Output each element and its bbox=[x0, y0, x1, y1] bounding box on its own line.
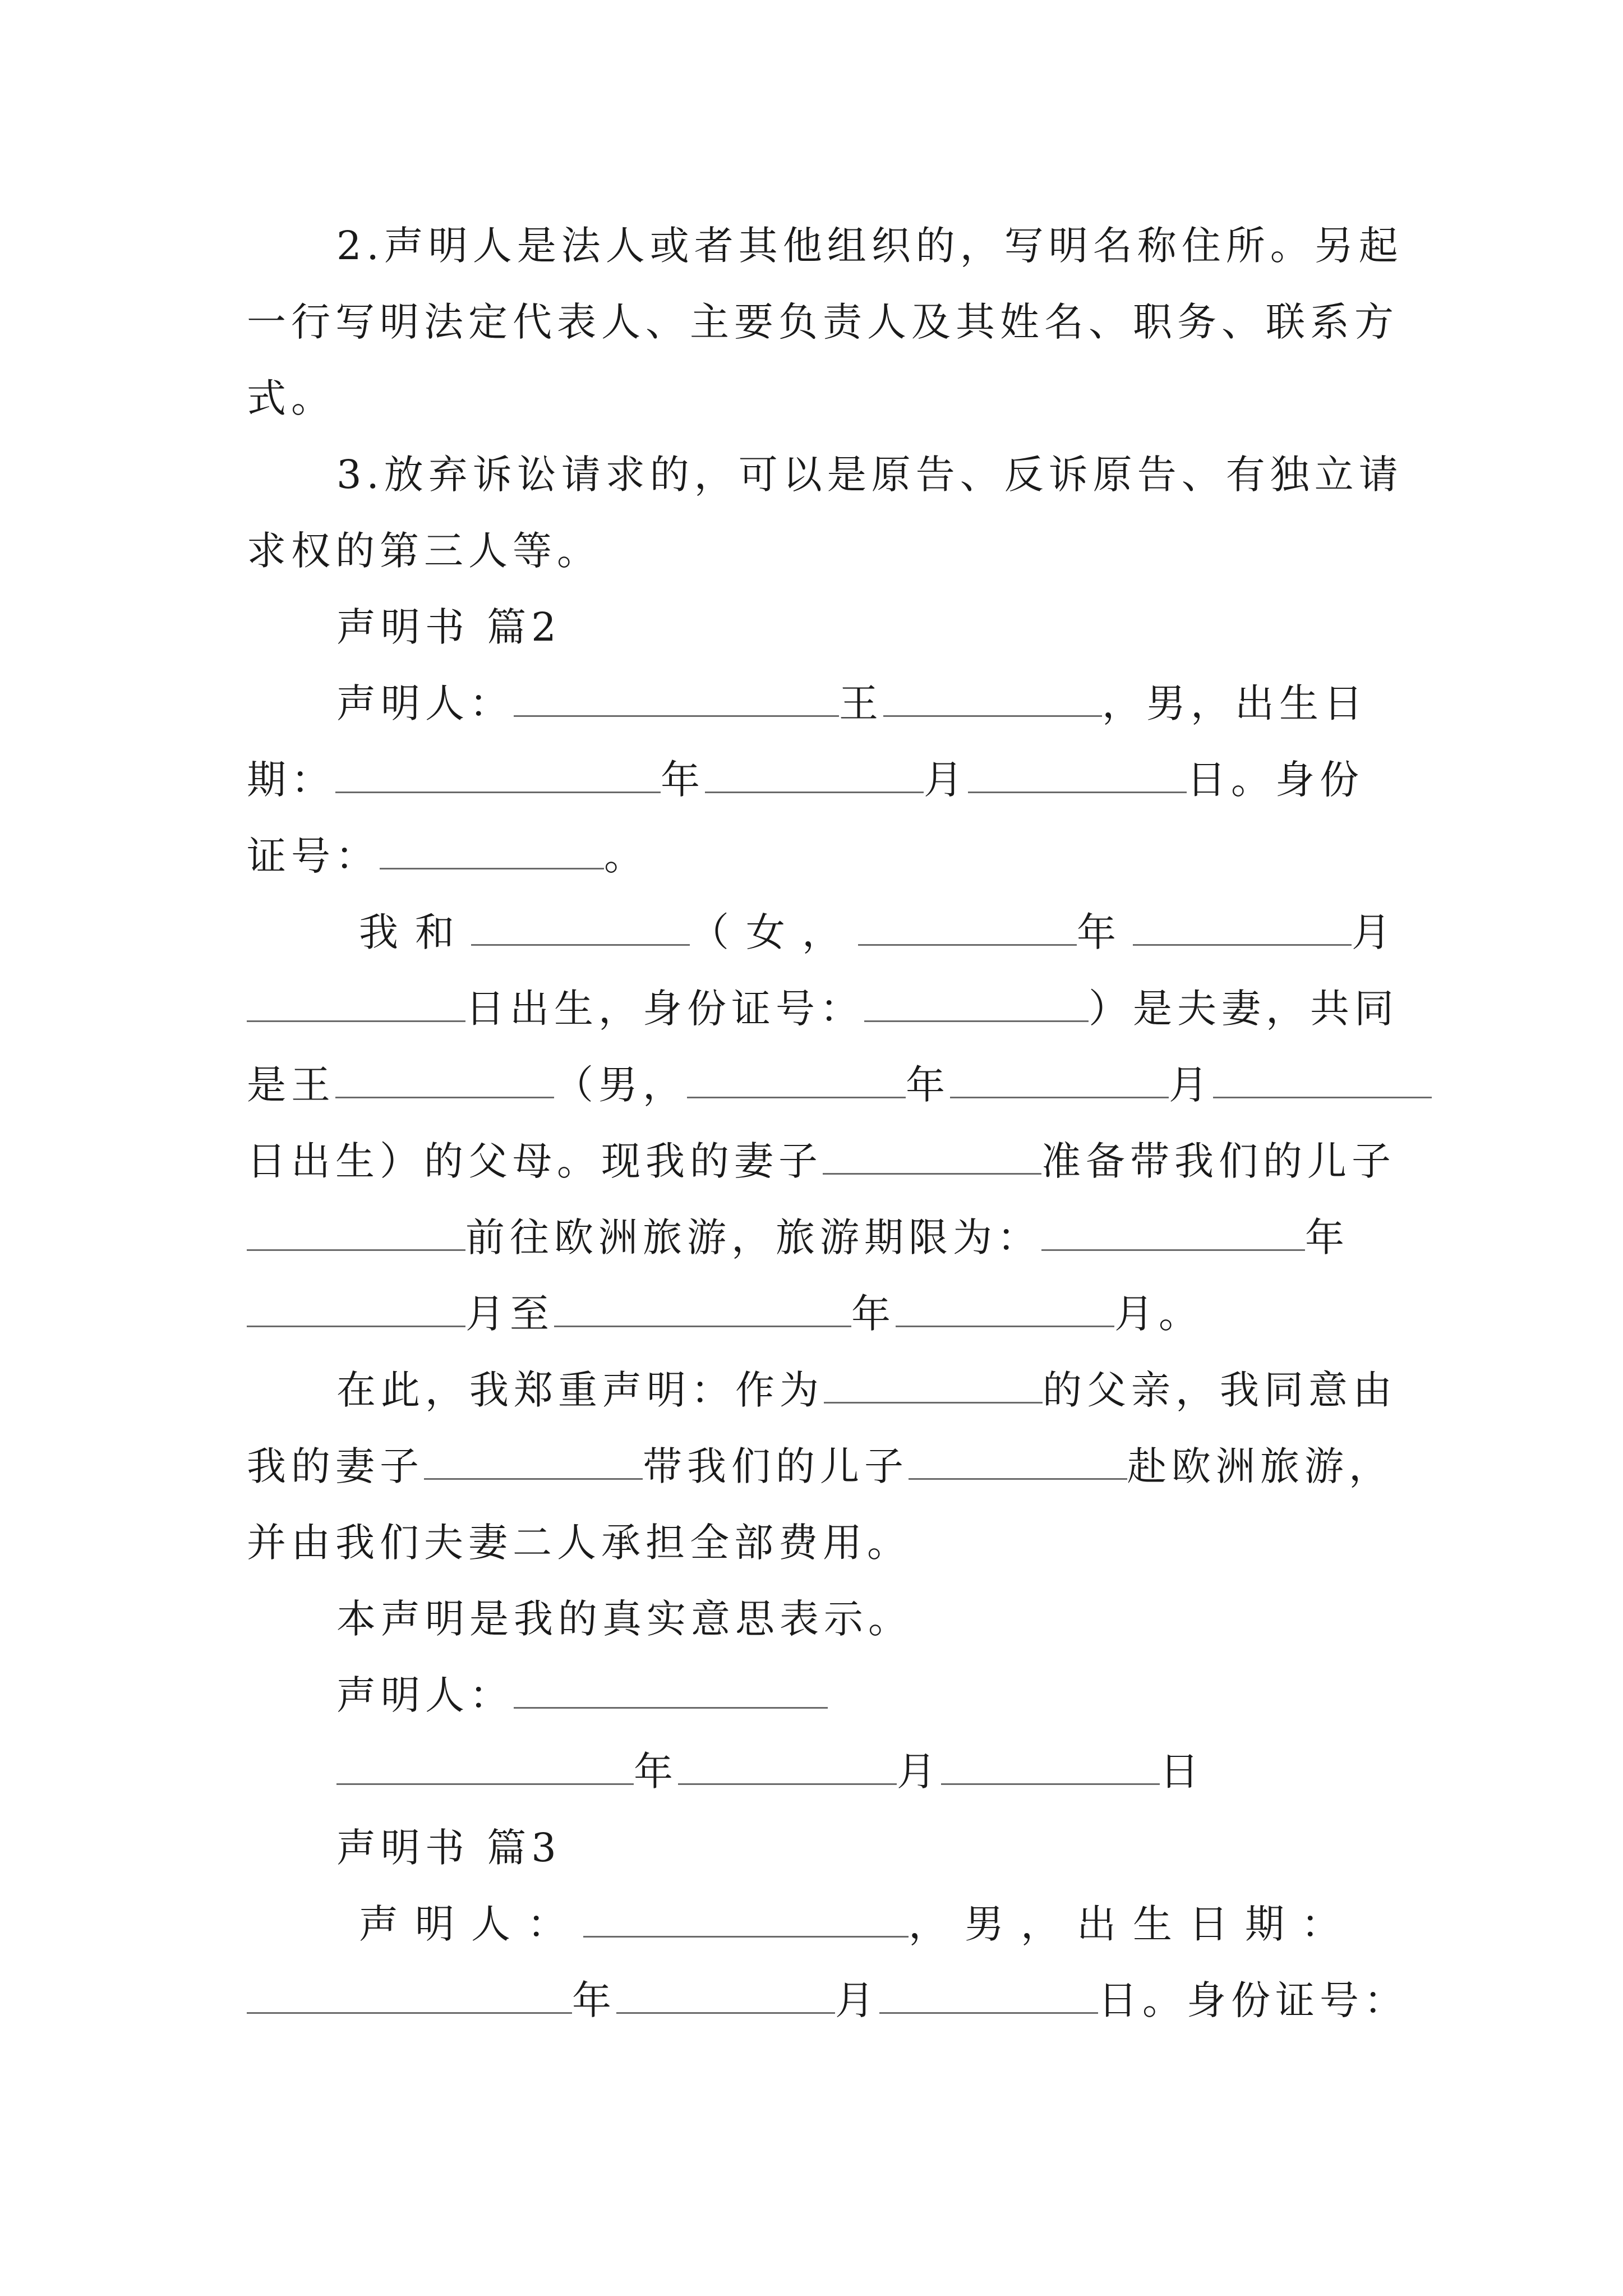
fill-blank[interactable] bbox=[1133, 909, 1352, 946]
fill-blank[interactable] bbox=[864, 986, 1089, 1022]
paragraph-line bbox=[247, 215, 1403, 277]
fill-blank[interactable] bbox=[687, 1062, 906, 1098]
body-line bbox=[247, 1207, 1385, 1268]
text: 在此，我郑重声明：作为 bbox=[336, 1367, 824, 1413]
text: 前往欧洲旅游，旅游期限为： bbox=[465, 1214, 1041, 1260]
fill-blank[interactable] bbox=[896, 1291, 1114, 1327]
text: 年 bbox=[634, 1749, 678, 1795]
text: 2.声明人是法人或者其他组织的，写明名称住所。另起 bbox=[336, 223, 1403, 269]
fill-blank[interactable] bbox=[968, 757, 1187, 793]
text: 准备带我们的儿子 bbox=[1041, 1138, 1396, 1184]
fill-blank[interactable] bbox=[247, 1977, 572, 2014]
fill-blank[interactable] bbox=[335, 757, 661, 793]
declarant-line bbox=[247, 1893, 1385, 1955]
text: 年 bbox=[1077, 909, 1133, 955]
body-line bbox=[247, 901, 1408, 963]
fill-blank[interactable] bbox=[336, 1749, 634, 1785]
fill-blank[interactable] bbox=[471, 909, 690, 946]
text: 一行写明法定代表人、主要负责人及其姓名、职务、联系方 bbox=[247, 299, 1399, 345]
fill-blank[interactable] bbox=[554, 1291, 851, 1327]
section-heading bbox=[247, 1817, 1385, 1879]
text: 日 bbox=[1160, 1749, 1204, 1795]
birthdate-line bbox=[247, 1970, 1408, 2031]
text: 日。身份证号： bbox=[1098, 1977, 1408, 2023]
id-line bbox=[247, 825, 1385, 887]
paragraph-line bbox=[247, 291, 1399, 353]
label: 声明人： bbox=[359, 1901, 583, 1947]
paragraph-line bbox=[247, 444, 1403, 505]
text: 年 bbox=[1305, 1214, 1349, 1260]
fill-blank[interactable] bbox=[883, 680, 1102, 717]
text: 3.放弃诉讼请求的，可以是原告、反诉原告、有独立请 bbox=[336, 452, 1403, 498]
body-line bbox=[247, 1435, 1393, 1497]
text: 日。身份 bbox=[1187, 757, 1364, 803]
label: 证号： bbox=[247, 833, 380, 879]
fill-blank[interactable] bbox=[941, 1749, 1160, 1785]
text: 求权的第三人等。 bbox=[247, 528, 601, 574]
text: 王 bbox=[839, 680, 883, 726]
text: 式。 bbox=[247, 375, 335, 421]
text: 月 bbox=[1352, 909, 1408, 955]
paragraph-line bbox=[247, 520, 1385, 582]
label: 声明人： bbox=[336, 1672, 514, 1718]
label: 期： bbox=[247, 757, 335, 803]
text: 。 bbox=[604, 833, 648, 879]
text: 月。 bbox=[1114, 1291, 1203, 1337]
body-line bbox=[247, 1588, 1385, 1650]
text: 年 bbox=[906, 1062, 950, 1108]
text: 月至 bbox=[465, 1291, 554, 1337]
text: 的父亲，我同意由 bbox=[1043, 1367, 1397, 1413]
fill-blank[interactable] bbox=[616, 1977, 835, 2014]
text: 年 bbox=[572, 1977, 616, 2023]
fill-blank[interactable] bbox=[824, 1367, 1043, 1404]
date-line bbox=[336, 1741, 1385, 1802]
fill-blank[interactable] bbox=[823, 1138, 1041, 1175]
fill-blank[interactable] bbox=[247, 1291, 465, 1327]
text: （女， bbox=[690, 909, 858, 955]
text: 日出生，身份证号： bbox=[465, 986, 864, 1032]
text: 并由我们夫妻二人承担全部费用。 bbox=[247, 1520, 911, 1566]
text: 我和 bbox=[359, 909, 471, 955]
text: 年 bbox=[851, 1291, 896, 1337]
text: ，男，出生日期： bbox=[909, 1901, 1357, 1947]
text: 赴欧洲旅游， bbox=[1127, 1443, 1393, 1489]
fill-blank[interactable] bbox=[858, 909, 1077, 946]
fill-blank[interactable] bbox=[909, 1443, 1127, 1480]
text: 是王 bbox=[247, 1062, 335, 1108]
text: （男， bbox=[554, 1062, 687, 1108]
text: 月 bbox=[897, 1749, 941, 1795]
text: 月 bbox=[924, 757, 968, 803]
fill-blank[interactable] bbox=[1213, 1062, 1432, 1098]
fill-blank[interactable] bbox=[424, 1443, 643, 1480]
body-line bbox=[247, 1283, 1385, 1345]
text: 本声明是我的真实意思表示。 bbox=[336, 1596, 912, 1642]
text: ，男，出生日 bbox=[1102, 680, 1368, 726]
fill-blank[interactable] bbox=[950, 1062, 1169, 1098]
text: ）是夫妻，共同 bbox=[1089, 986, 1399, 1032]
fill-blank[interactable] bbox=[514, 1672, 828, 1709]
fill-blank[interactable] bbox=[705, 757, 924, 793]
declarant-line bbox=[247, 673, 1385, 734]
text: 月 bbox=[1169, 1062, 1213, 1108]
body-line bbox=[247, 1054, 1385, 1116]
heading-text: 声明书 篇2 bbox=[336, 604, 561, 650]
fill-blank[interactable] bbox=[247, 1214, 465, 1251]
fill-blank[interactable] bbox=[335, 1062, 554, 1098]
text: 月 bbox=[835, 1977, 879, 2023]
body-line bbox=[247, 1512, 1385, 1573]
birthdate-line bbox=[247, 749, 1385, 811]
fill-blank[interactable] bbox=[583, 1901, 909, 1938]
fill-blank[interactable] bbox=[678, 1749, 897, 1785]
signature-line bbox=[247, 1664, 1385, 1726]
section-heading bbox=[247, 596, 1385, 658]
body-line bbox=[247, 1359, 1397, 1421]
fill-blank[interactable] bbox=[879, 1977, 1098, 2014]
body-line bbox=[247, 1130, 1396, 1192]
text: 我的妻子 bbox=[247, 1443, 424, 1489]
fill-blank[interactable] bbox=[514, 680, 839, 717]
heading-text: 声明书 篇3 bbox=[336, 1825, 561, 1871]
text: 带我们的儿子 bbox=[643, 1443, 909, 1489]
paragraph-line bbox=[247, 367, 1385, 429]
body-line bbox=[247, 978, 1399, 1039]
fill-blank[interactable] bbox=[380, 833, 604, 869]
fill-blank[interactable] bbox=[1041, 1214, 1305, 1251]
text: 年 bbox=[661, 757, 705, 803]
text: 日出生）的父母。现我的妻子 bbox=[247, 1138, 823, 1184]
fill-blank[interactable] bbox=[247, 986, 465, 1022]
label: 声明人： bbox=[336, 680, 514, 726]
